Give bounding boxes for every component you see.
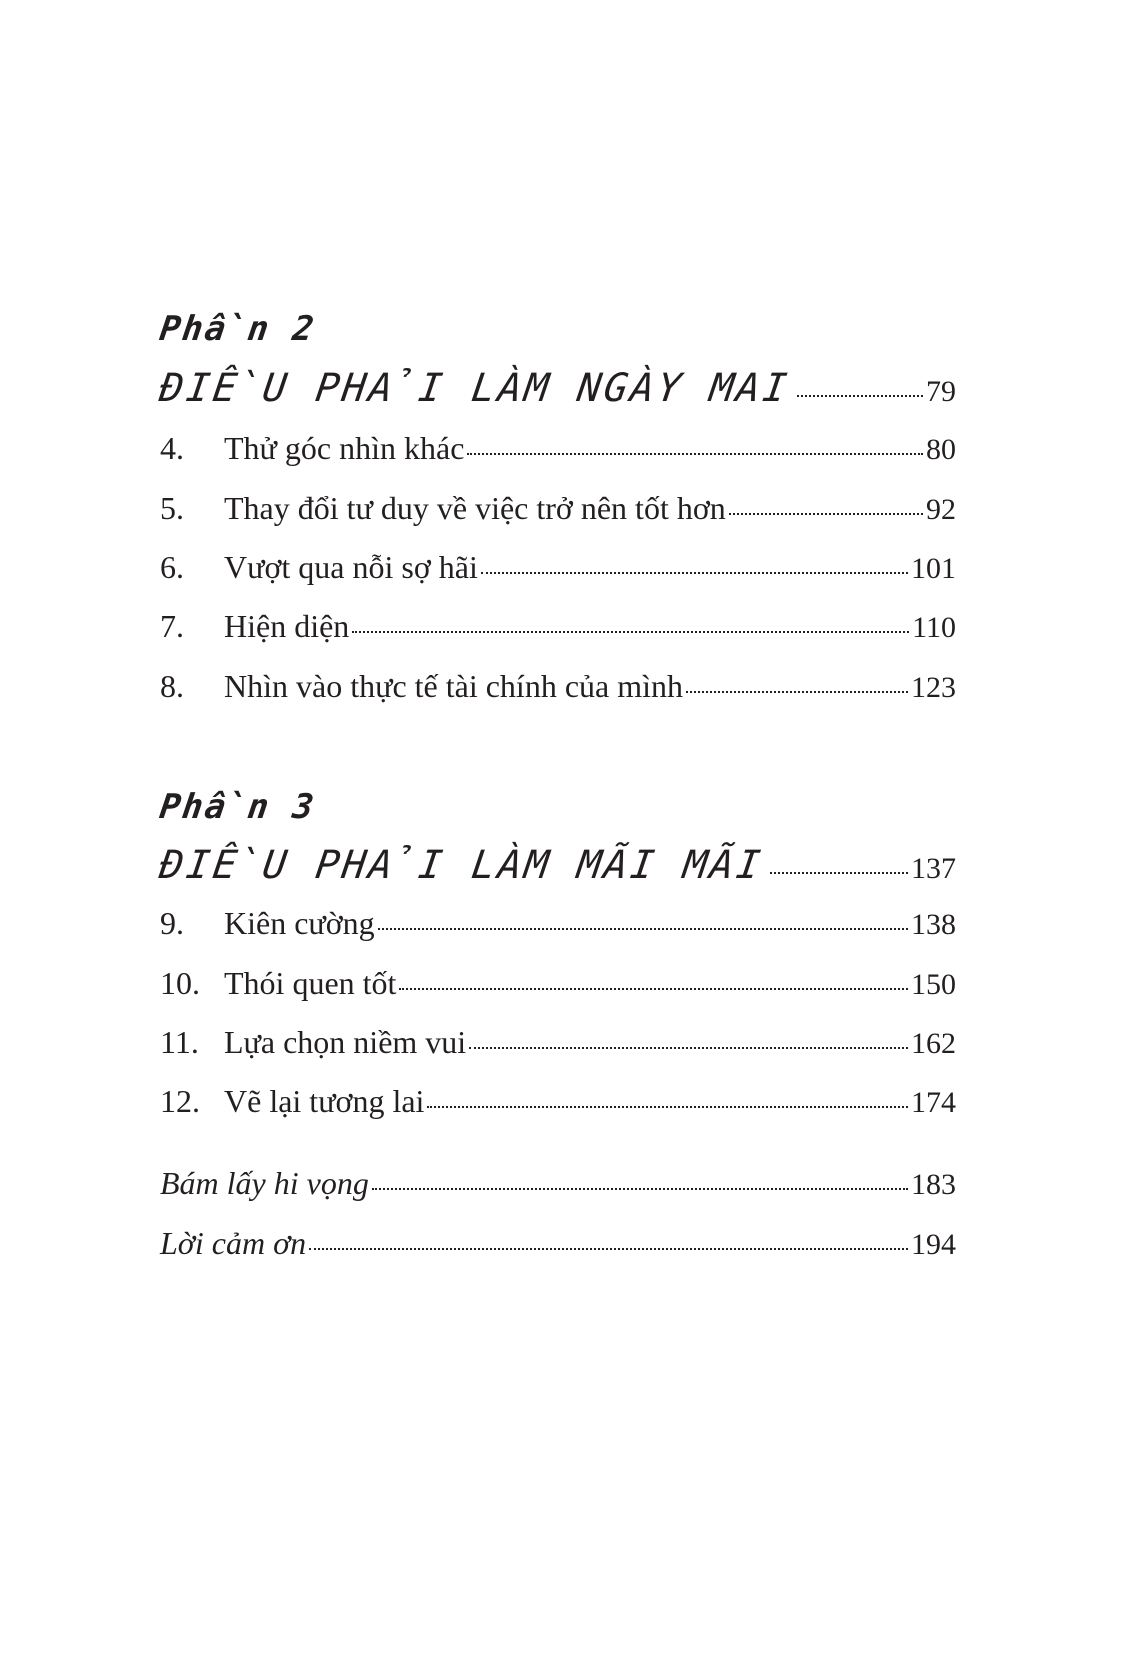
- toc-entry[interactable]: [160, 490, 956, 527]
- dot-leader: [372, 1187, 908, 1190]
- chapter-title: Kiên cường: [224, 905, 375, 941]
- chapter-title: Vượt qua nỗi sợ hãi: [224, 549, 478, 585]
- page-number: 194: [911, 1228, 956, 1261]
- page-number: 137: [911, 852, 956, 885]
- dot-leader: [770, 871, 908, 874]
- page-number: 174: [911, 1086, 956, 1119]
- chapter-number: 7.: [160, 608, 184, 644]
- chapter-title: Vẽ lại tương lai: [224, 1083, 425, 1119]
- chapter-title: Nhìn vào thực tế tài chính của mình: [224, 668, 683, 704]
- part-title: ĐIỀU PHẢI LÀM NGÀY MAI: [156, 366, 793, 411]
- page-number: 80: [926, 433, 956, 466]
- part-title-row[interactable]: [156, 366, 956, 411]
- page-number: 183: [911, 1168, 956, 1201]
- dot-leader: [427, 1105, 908, 1108]
- toc-entry[interactable]: [160, 1024, 956, 1061]
- page-number: 150: [911, 968, 956, 1001]
- page-number: 92: [926, 493, 956, 526]
- part-title: ĐIỀU PHẢI LÀM MÃI MÃI: [156, 843, 767, 888]
- page-number: 162: [911, 1027, 956, 1060]
- toc-entry[interactable]: [160, 905, 956, 942]
- chapter-title: Lựa chọn niềm vui: [224, 1024, 467, 1060]
- part-label: Phần 3: [157, 787, 319, 827]
- chapter-number: 11.: [160, 1024, 199, 1060]
- page-number: 110: [912, 611, 956, 644]
- page-number: 123: [911, 671, 956, 704]
- chapter-number: 6.: [160, 549, 184, 585]
- dot-leader: [686, 690, 908, 693]
- toc-entry[interactable]: [160, 668, 956, 705]
- page-number: 79: [926, 375, 956, 408]
- part-label: Phần 2: [157, 309, 319, 349]
- page-number: 138: [911, 908, 956, 941]
- dot-leader: [352, 630, 909, 633]
- table-of-contents: [156, 0, 956, 1662]
- chapter-number: 4.: [160, 430, 184, 466]
- chapter-number: 12.: [160, 1083, 200, 1119]
- entry-title: Bám lấy hi vọng: [160, 1165, 369, 1201]
- chapter-number: 5.: [160, 490, 184, 526]
- chapter-number: 8.: [160, 668, 184, 704]
- dot-leader: [481, 571, 908, 574]
- toc-entry-back-matter[interactable]: [160, 1165, 956, 1202]
- chapter-title: Hiện diện: [224, 608, 350, 644]
- chapter-number: 10.: [160, 965, 200, 1001]
- page-number: 101: [911, 552, 956, 585]
- toc-entry[interactable]: [160, 608, 956, 645]
- dot-leader: [399, 987, 908, 990]
- entry-title: Lời cảm ơn: [160, 1225, 307, 1261]
- toc-entry[interactable]: [160, 430, 956, 467]
- dot-leader: [378, 927, 908, 930]
- dot-leader: [469, 1046, 908, 1049]
- chapter-number: 9.: [160, 905, 184, 941]
- dot-leader: [309, 1247, 908, 1250]
- toc-entry-back-matter[interactable]: [160, 1225, 956, 1262]
- toc-entry[interactable]: [160, 1083, 956, 1120]
- dot-leader: [797, 394, 923, 397]
- dot-leader: [467, 452, 923, 455]
- dot-leader: [729, 512, 923, 515]
- toc-entry[interactable]: [160, 965, 956, 1002]
- part-title-row[interactable]: [156, 843, 956, 888]
- chapter-title: Thử góc nhìn khác: [224, 430, 465, 466]
- toc-entry[interactable]: [160, 549, 956, 586]
- chapter-title: Thay đổi tư duy về việc trở nên tốt hơn: [224, 490, 726, 526]
- chapter-title: Thói quen tốt: [224, 965, 397, 1001]
